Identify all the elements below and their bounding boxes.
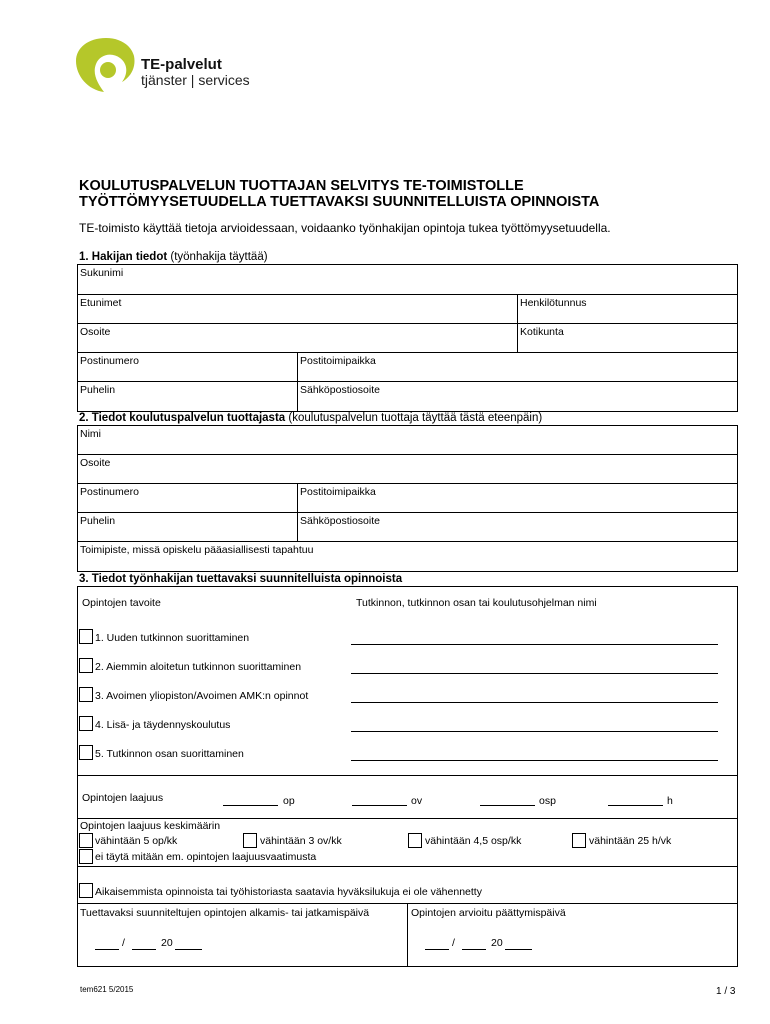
- section-2-heading: [79, 412, 542, 424]
- goal-1-label: 1. Uuden tutkinnon suorittaminen: [95, 632, 250, 644]
- degree-label: Tutkinnon, tutkinnon osan tai koulutusohjelman nimi: [356, 597, 597, 609]
- scope-label: Opintojen laajuus: [82, 792, 164, 804]
- avg-25h-checkbox[interactable]: [572, 833, 586, 848]
- goal-3-label: 3. Avoimen yliopiston/Avoimen AMK:n opinnot: [95, 690, 309, 702]
- divider: [77, 775, 738, 776]
- provider-postcode-label: Postinumero: [80, 486, 139, 498]
- degree-name-line-1[interactable]: [351, 644, 718, 645]
- form-code: tem621 5/2015: [80, 985, 134, 994]
- end-date-separator: /: [452, 937, 455, 949]
- goal-2-label: 2. Aiemmin aloitetun tutkinnon suorittaminen: [95, 661, 302, 673]
- scope-unit-op: op: [283, 795, 295, 807]
- provider-address-field[interactable]: [77, 454, 738, 484]
- ssn-label: Henkilötunnus: [520, 297, 587, 309]
- section-2-note: (koulutuspalvelun tuottaja täyttää tästä eteenpäin): [288, 412, 543, 424]
- start-month-input[interactable]: [132, 949, 156, 950]
- intro-text: TE-toimisto käyttää tietoja arvioidessaan, voidaanko työnhakijan opintoja tukea työttömyysetuudella.: [79, 221, 611, 235]
- scope-unit-ov: ov: [411, 795, 423, 807]
- postcode-label: Postinumero: [80, 355, 139, 367]
- title-line-1: KOULUTUSPALVELUN TUOTTAJAN SELVITYS TE-TOIMISTOLLE: [79, 178, 524, 194]
- address-field[interactable]: [77, 323, 518, 353]
- avg-3ov-label: vähintään 3 ov/kk: [260, 835, 342, 847]
- postcode-field[interactable]: [77, 352, 298, 382]
- section-1-heading: [79, 251, 268, 263]
- post-office-label: Postitoimipaikka: [300, 355, 376, 367]
- provider-post-office-field[interactable]: [297, 483, 738, 513]
- provider-post-office-label: Postitoimipaikka: [300, 486, 376, 498]
- scope-osp-input[interactable]: [480, 805, 535, 806]
- degree-name-line-2[interactable]: [351, 673, 718, 674]
- phone-label: Puhelin: [80, 384, 116, 396]
- provider-location-field[interactable]: [77, 541, 738, 572]
- ssn-field[interactable]: [517, 294, 738, 324]
- goal-4-label: 4. Lisä- ja täydennyskoulutus: [95, 719, 231, 731]
- avg-5op-label: vähintään 5 op/kk: [95, 835, 178, 847]
- page-title: [79, 178, 739, 210]
- provider-email-field[interactable]: [297, 512, 738, 542]
- avg-none-label: ei täytä mitään em. opintojen laajuusvaatimusta: [95, 851, 317, 863]
- post-office-field[interactable]: [297, 352, 738, 382]
- avg-45osp-checkbox[interactable]: [408, 833, 422, 848]
- te-palvelut-logo-icon: [74, 36, 138, 94]
- scope-unit-h: h: [667, 795, 673, 807]
- avg-25h-label: vähintään 25 h/vk: [589, 835, 672, 847]
- surname-label: Sukunimi: [80, 267, 124, 279]
- credits-checkbox[interactable]: [79, 883, 93, 898]
- provider-phone-label: Puhelin: [80, 515, 116, 527]
- scope-unit-osp: osp: [539, 795, 556, 807]
- avg-45osp-label: vähintään 4,5 osp/kk: [425, 835, 522, 847]
- scope-op-input[interactable]: [223, 805, 278, 806]
- goal-2-checkbox[interactable]: [79, 658, 93, 673]
- provider-location-label: Toimipiste, missä opiskelu pääasiallisesti tapahtuu: [80, 544, 314, 556]
- goal-label: Opintojen tavoite: [82, 597, 161, 609]
- degree-name-line-5[interactable]: [351, 760, 718, 761]
- end-month-input[interactable]: [462, 949, 486, 950]
- degree-name-line-3[interactable]: [351, 702, 718, 703]
- start-date-separator: /: [122, 937, 125, 949]
- start-day-input[interactable]: [95, 949, 119, 950]
- provider-email-label: Sähköpostiosoite: [300, 515, 380, 527]
- start-year-input[interactable]: [175, 949, 202, 950]
- divider: [77, 866, 738, 867]
- goal-3-checkbox[interactable]: [79, 687, 93, 702]
- title-line-2: TYÖTTÖMYYSETUUDELLA TUETTAVAKSI SUUNNITELLUISTA OPINNOISTA: [79, 194, 600, 210]
- end-year-prefix: 20: [491, 937, 503, 949]
- end-year-input[interactable]: [505, 949, 532, 950]
- section-3-title: 3. Tiedot työnhakijan tuettavaksi suunnitelluista opinnoista: [79, 573, 403, 585]
- credits-label: Aikaisemmista opinnoista tai työhistoriasta saatavia hyväksilukuja ei ole vähennetty: [95, 886, 482, 898]
- provider-address-label: Osoite: [80, 457, 111, 469]
- first-names-field[interactable]: [77, 294, 518, 324]
- section-3-heading: [79, 573, 402, 585]
- avg-5op-checkbox[interactable]: [79, 833, 93, 848]
- provider-name-label: Nimi: [80, 428, 101, 440]
- start-year-prefix: 20: [161, 937, 173, 949]
- end-date-label: Opintojen arvioitu päättymispäivä: [411, 907, 566, 919]
- email-field[interactable]: [297, 381, 738, 412]
- municipality-field[interactable]: [517, 323, 738, 353]
- first-names-label: Etunimet: [80, 297, 122, 309]
- provider-name-field[interactable]: [77, 425, 738, 455]
- scope-ov-input[interactable]: [352, 805, 407, 806]
- section-2-title: 2. Tiedot koulutuspalvelun tuottajasta: [79, 412, 286, 424]
- degree-name-line-4[interactable]: [351, 731, 718, 732]
- logo-name: TE-palvelut: [141, 56, 222, 73]
- address-label: Osoite: [80, 326, 111, 338]
- scope-h-input[interactable]: [608, 805, 663, 806]
- divider: [407, 903, 408, 967]
- page-number: 1 / 3: [716, 986, 736, 997]
- email-label: Sähköpostiosoite: [300, 384, 380, 396]
- divider: [77, 818, 738, 819]
- end-day-input[interactable]: [425, 949, 449, 950]
- phone-field[interactable]: [77, 381, 298, 412]
- section-1-note: (työnhakija täyttää): [170, 251, 268, 263]
- start-date-label: Tuettavaksi suunniteltujen opintojen alkamis- tai jatkamispäivä: [80, 907, 370, 919]
- goal-5-checkbox[interactable]: [79, 745, 93, 760]
- section-1-title: 1. Hakijan tiedot: [79, 251, 168, 263]
- provider-postcode-field[interactable]: [77, 483, 298, 513]
- logo-subtitle: tjänster | services: [141, 72, 250, 88]
- goal-5-label: 5. Tutkinnon osan suorittaminen: [95, 748, 244, 760]
- goal-4-checkbox[interactable]: [79, 716, 93, 731]
- surname-field[interactable]: [77, 264, 738, 295]
- municipality-label: Kotikunta: [520, 326, 564, 338]
- avg-label: Opintojen laajuus keskimäärin: [80, 820, 221, 832]
- provider-phone-field[interactable]: [77, 512, 298, 542]
- avg-none-checkbox[interactable]: [79, 849, 93, 864]
- goal-1-checkbox[interactable]: [79, 629, 93, 644]
- avg-3ov-checkbox[interactable]: [243, 833, 257, 848]
